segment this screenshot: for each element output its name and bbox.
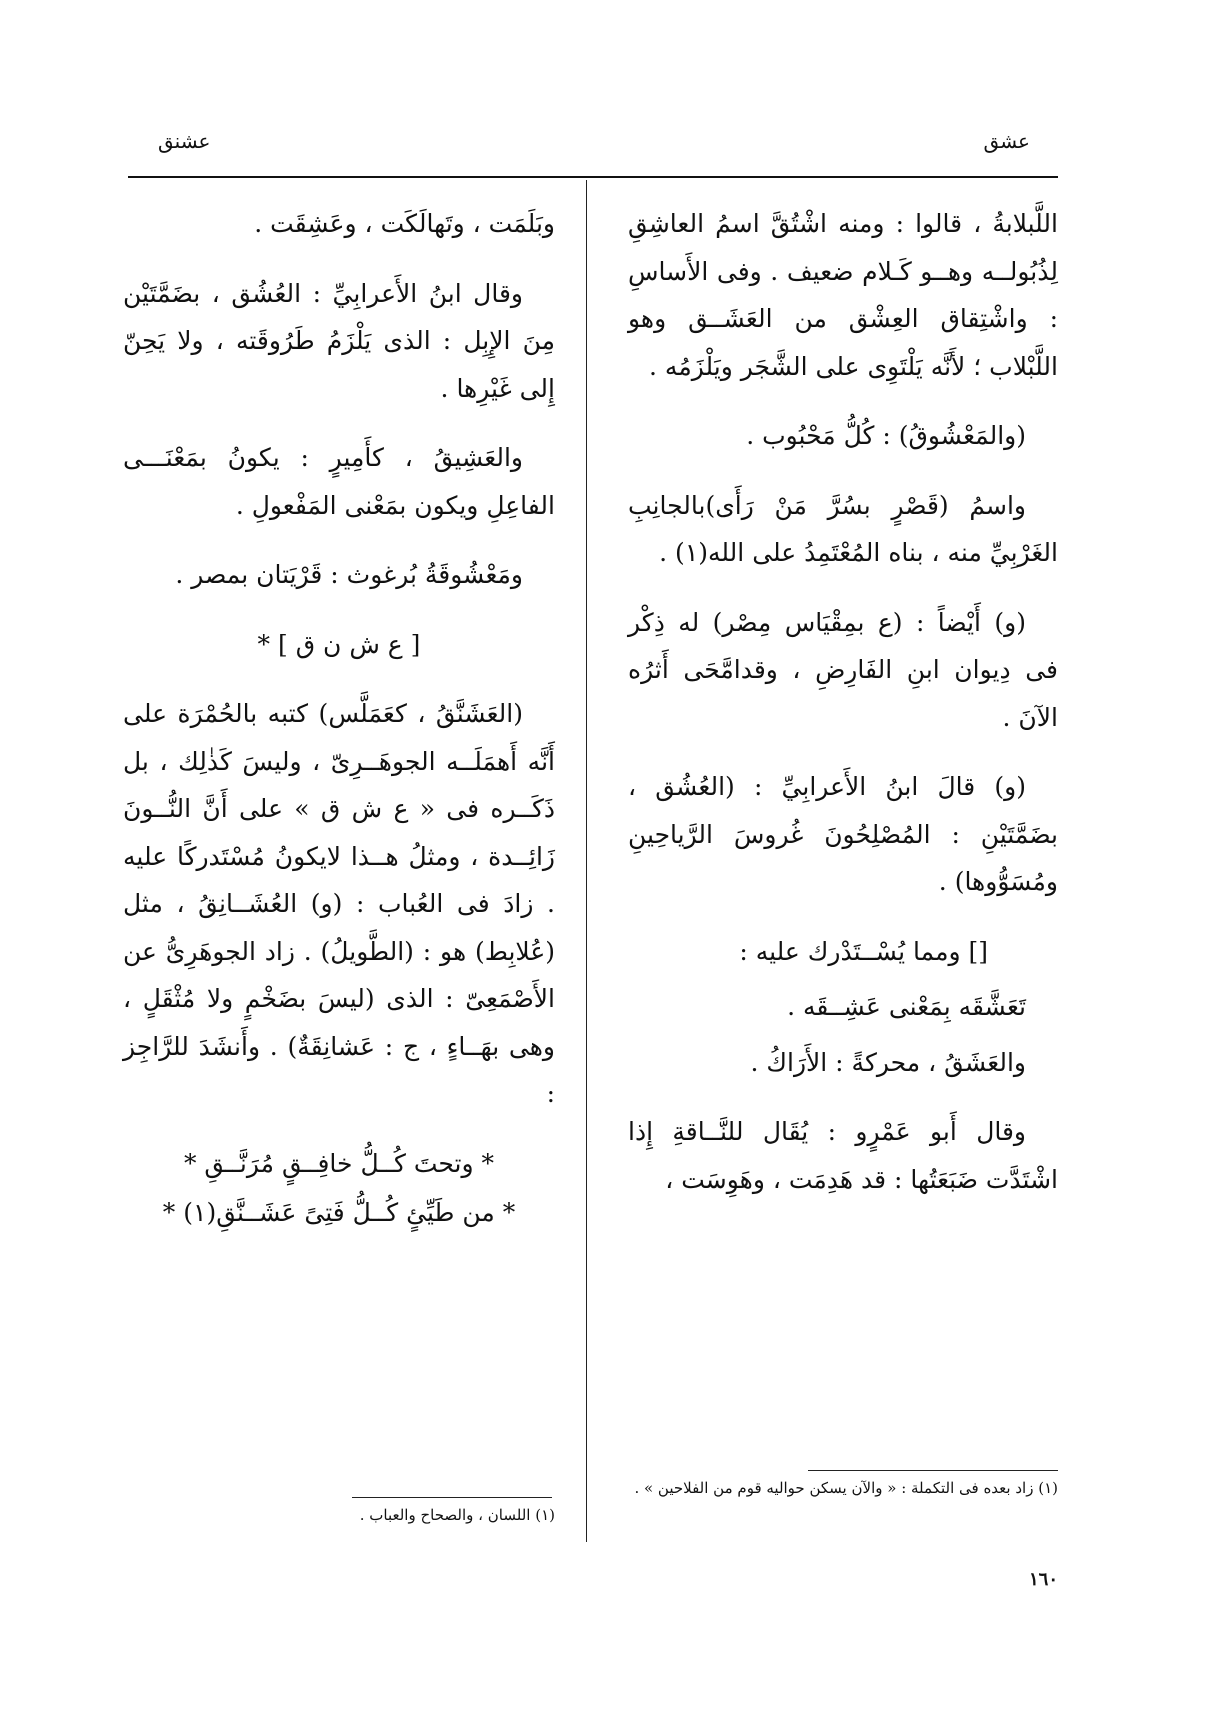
paragraph: (والمَعْشُوقُ) : كُلُّ مَحْبُوب . xyxy=(746,421,1026,450)
verse-line: * من طَيِّئٍ كُــلُّ فَتِىً عَشَــنَّقِ(١) * xyxy=(162,1198,516,1227)
left-column xyxy=(123,200,555,1239)
header-rule xyxy=(128,176,1058,178)
right-footnote: (١) زاد بعده فى التكملة : « والآن يسكن حواليه قوم من الفلاحين » . xyxy=(634,1479,1058,1497)
paragraph: اللَّبلابةُ ، قالوا : ومنه اشْتُقَّ اسمُ العاشِقِ لِذُبُولــه وهــو كَـلام ضعيف . وفى الأَساسِ : واشْتِقاق العِشْق من العَشَــق وهو اللَّبْلاب ؛ لأَنَّه يَلْتَوِى على الشَّجَر ويَلْزَمُه . xyxy=(628,209,1058,381)
right-footnote-rule xyxy=(808,1470,1058,1471)
paragraph: والعَشَقُ ، محركةً : الأَرَاكُ . xyxy=(750,1047,1026,1077)
paragraph: واسمُ (قَصْرٍ بسُرَّ مَنْ رَأَى)بالجانِبِ الغَرْبِيِّ منه ، بناه المُعْتَمِدُ على الله(١) . xyxy=(628,490,1058,567)
entry-root-heading: [ ع ش ن ق ] * xyxy=(257,629,421,659)
paragraph: تَعَشَّقَه بِمَعْنى عَشِــقَه . xyxy=(787,992,1026,1021)
supplement-heading: [] ومما يُسْــتَدْرك عليه : xyxy=(739,936,988,966)
paragraph: والعَشِيقُ ، كأَمِيرٍ : يكونُ بمَعْنَـــى الفاعِلِ ويكون بمَعْنى المَفْعولِ . xyxy=(123,443,555,520)
page-header xyxy=(128,126,1058,166)
paragraph: (العَشَنَّقُ ، كعَمَلَّس) كتبه بالحُمْرَة على أَنَّه أَهمَلَــه الجوهَــرِىّ ، وليسَ كَذٰلِك ، بل ذَكَــره فى « ع ش ق » على أَنَّ النُّــونَ زَائِــدة ، ومثلُ هــذا لايكونُ مُسْتَدركًا عليه . زادَ فى العُباب : (و) العُشَــانِقُ ، مثل (عُلابِط) هو : (الطَّويلُ) . زاد الجوهَرِىُّ عن الأَصْمَعِىّ : الذى (ليسَ بضَخْمٍ ولا مُثْقَلٍ ، وهى بهَــاءٍ ، ج : عَشانِقَةٌ) . وأَنشَدَ للرَّاجِز : xyxy=(123,699,555,1108)
column-divider xyxy=(586,180,587,1542)
left-footnote: (١) اللسان ، والصحاح والعباب . xyxy=(359,1506,555,1524)
left-running-headword: عشنق xyxy=(158,129,211,153)
paragraph: وقال أَبو عَمْرٍو : يُقَال للنَّــاقةِ إِذا اشْتَدَّت ضَبَعَتُها : قد هَدِمَت ، وهَوِسَت ، xyxy=(628,1117,1058,1194)
right-running-headword: عشق xyxy=(983,129,1030,153)
paragraph: ومَعْشُوقَةُ بُرغوث : قَرْيَتان بمصر . xyxy=(175,560,523,589)
paragraph: (و) أَيْضاً : (ع بمِقْيَاس مِصْر) له ذِكْر فى دِيوان ابنِ الفَارِضِ ، وقدامَّحَى أَثرُه الآنَ . xyxy=(628,607,1058,732)
left-footnote-rule xyxy=(352,1497,552,1498)
verse-line: * وتحتَ كُــلُّ خافِــقٍ مُرَنَّــقِ * xyxy=(183,1148,495,1178)
paragraph: وبَلَمَت ، وتَهالَكَت ، وعَشِقَت . xyxy=(254,209,555,238)
right-column xyxy=(628,200,1058,1225)
page-number: ١٦٠ xyxy=(1028,1569,1058,1590)
paragraph: (و) قالَ ابنُ الأَعرابِيِّ : (العُشُق ، بضَمَّتَيْنِ : المُصْلِحُونَ غُروسَ الرَّياحِينِ ومُسَوُّوها) . xyxy=(628,772,1058,896)
paragraph: وقال ابنُ الأَعرابِيِّ : العُشُق ، بضَمَّتَيْن مِنَ الإِبِل : الذى يَلْزَمُ طَرُوقَته ، ولا يَحِنّ إِلى غَيْرِها . xyxy=(123,278,555,403)
